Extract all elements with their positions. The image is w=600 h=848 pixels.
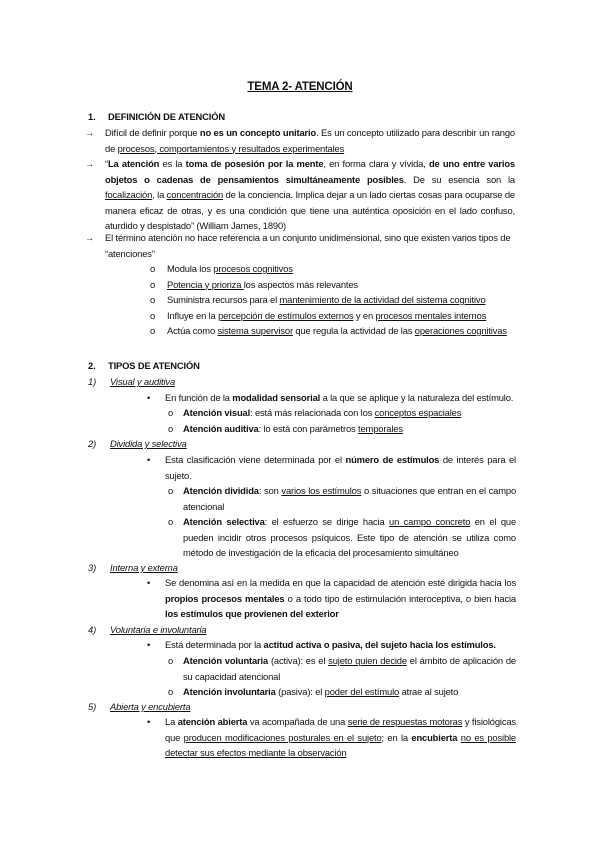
underlined-text: producen modificaciones posturales en el sujeto bbox=[183, 731, 382, 743]
text: el ámbito de aplicación de su capacidad atencional bbox=[183, 655, 516, 682]
sub-item bbox=[183, 405, 516, 421]
circle-bullet-icon: o bbox=[150, 325, 156, 336]
sub-item bbox=[183, 653, 516, 684]
circle-bullet-icon: o bbox=[150, 263, 156, 274]
text: (activa): es el bbox=[268, 655, 329, 666]
list-item bbox=[167, 277, 517, 293]
underlined-text: Potencia y prioriza bbox=[167, 278, 244, 290]
underlined-text: un campo concreto bbox=[389, 516, 471, 527]
document-title: TEMA 2- ATENCIÓN bbox=[247, 81, 353, 93]
bold-text: encubierta bbox=[411, 731, 458, 743]
circle-bullet-icon: o bbox=[150, 294, 156, 305]
underlined-text: sistema supervisor bbox=[217, 325, 293, 336]
list-item bbox=[167, 261, 517, 277]
text: Está determinada por la bbox=[165, 639, 264, 650]
text: ; en la bbox=[381, 731, 412, 743]
bold-text: los estímulos que provienen del exterior bbox=[165, 608, 339, 619]
text: Suministra recursos para el bbox=[167, 294, 280, 305]
type-number: 5) bbox=[88, 701, 97, 712]
paragraph bbox=[105, 125, 515, 156]
bullet-paragraph bbox=[165, 714, 516, 761]
type-number: 4) bbox=[88, 624, 97, 635]
list-item bbox=[167, 308, 517, 324]
dot-bullet-icon: • bbox=[147, 454, 151, 465]
bullet-paragraph bbox=[165, 575, 516, 622]
text: y fisiológicas que bbox=[165, 716, 516, 743]
underlined-text: mantenimiento de la actividad del sistema cognitivo bbox=[279, 294, 486, 305]
type-number: 2) bbox=[88, 438, 97, 449]
section-heading: DEFINICIÓN DE ATENCIÓN bbox=[108, 111, 226, 122]
underlined-text: serie de respuestas motoras bbox=[347, 716, 463, 727]
text: Se denomina así en la medida en que la capacidad de atención esté dirigida hacia los bbox=[165, 577, 516, 588]
underlined-text: percepción de estímulos externos bbox=[218, 309, 354, 321]
bold-text: Atención selectiva bbox=[183, 516, 265, 527]
type-heading: Voluntaria e involuntaria bbox=[110, 624, 207, 635]
bold-text: Atención auditiva bbox=[183, 423, 259, 434]
bold-text: propios procesos mentales bbox=[165, 592, 285, 604]
type-number: 3) bbox=[88, 562, 97, 573]
quote-paragraph bbox=[105, 156, 515, 234]
bold-text: actitud activa o pasiva, del sujeto hacia los estímulos. bbox=[263, 639, 496, 650]
bold-text: Atención dividida bbox=[183, 485, 259, 496]
underlined-text: poder del estímulo bbox=[324, 686, 400, 697]
bold-text: modalidad sensorial bbox=[232, 392, 321, 403]
type-heading: Abierta y encubierta bbox=[110, 701, 191, 712]
underlined-text: focalización bbox=[105, 189, 153, 200]
text: los aspectos más relevantes bbox=[243, 278, 358, 290]
sub-item bbox=[183, 514, 516, 561]
underlined-text: operaciones cognitivas bbox=[414, 325, 507, 336]
text: o a todo tipo de estimulación interoceptiva, o bien hacia bbox=[284, 592, 516, 604]
section-number: 2. bbox=[88, 360, 96, 371]
dot-bullet-icon: • bbox=[147, 716, 151, 727]
text: “ bbox=[105, 158, 108, 169]
sub-item bbox=[183, 421, 516, 437]
underlined-text: no es posible detectar sus efectos mediante la observación bbox=[165, 731, 516, 758]
list-item bbox=[167, 292, 517, 308]
text: El término atención no hace referencia a un conjunto unidimensional, sino que existen varios tipos de “atenciones” bbox=[105, 232, 511, 259]
circle-bullet-icon: o bbox=[168, 423, 174, 434]
text: , en forma clara y vívida, bbox=[323, 158, 429, 169]
text: Modula los bbox=[167, 263, 214, 274]
circle-bullet-icon: o bbox=[168, 655, 174, 666]
type-heading: Dividida y selectiva bbox=[110, 438, 187, 449]
section-number: 1. bbox=[88, 111, 96, 122]
text: de la conciencia. Implica dejar a un lado ciertas cosas para ocuparse de manera eficaz de otras, y es una condición que tiene una auténtica oposición en el lado confuso, aturdido y despistado” (William James, 1890) bbox=[105, 189, 515, 231]
bold-text: de uno entre varios objetos o cadenas de pensamientos simultáneamente posibles bbox=[105, 158, 515, 185]
bold-text: no es un concepto unitario bbox=[199, 127, 317, 138]
sub-item bbox=[183, 483, 516, 514]
arrow-icon: → bbox=[85, 127, 95, 138]
dot-bullet-icon: • bbox=[147, 392, 151, 403]
bold-text: toma de posesión por la mente bbox=[185, 158, 324, 169]
text: que regula la actividad de las bbox=[292, 325, 415, 336]
text: a la que se aplique y la naturaleza del estímulo. bbox=[320, 392, 514, 403]
text: atrae al sujeto bbox=[399, 686, 459, 697]
text: . Es un concepto utilizado para describir un rango de bbox=[105, 127, 515, 154]
underlined-text: procesos cognitivos bbox=[213, 263, 293, 274]
bold-text: atención abierta bbox=[177, 716, 248, 727]
text: : el esfuerzo se dirige hacia bbox=[264, 516, 390, 527]
text: va acompañada de una bbox=[247, 716, 348, 727]
text: o situaciones que entran en el campo atencional bbox=[183, 485, 517, 512]
text: en el que pueden incidir otros procesos psíquicos. Este tipo de atención se utiliza como método de investigación de la eficacia del procesamiento simultáneo bbox=[183, 516, 517, 558]
paragraph bbox=[105, 230, 515, 261]
text: : lo está con parámetros bbox=[258, 423, 359, 434]
underlined-text: sujeto quien decide bbox=[328, 655, 407, 666]
underlined-text: varios los estímulos bbox=[281, 485, 362, 496]
underlined-text: procesos, comportamientos y resultados experimentales bbox=[117, 142, 345, 154]
type-number: 1) bbox=[88, 376, 97, 387]
bullet-paragraph bbox=[165, 390, 516, 406]
text: y en bbox=[353, 309, 376, 321]
arrow-icon: → bbox=[85, 158, 95, 169]
circle-bullet-icon: o bbox=[150, 278, 156, 290]
type-heading: Interna y externa bbox=[110, 562, 178, 573]
circle-bullet-icon: o bbox=[168, 485, 174, 496]
underlined-text: temporales bbox=[358, 423, 403, 434]
bold-text: número de estímulos bbox=[345, 454, 440, 465]
text: , la bbox=[152, 189, 167, 200]
text: . De su esencia son la bbox=[403, 173, 515, 185]
text: : son bbox=[258, 485, 282, 496]
text: (pasiva): el bbox=[275, 686, 325, 697]
text: de interés para el sujeto. bbox=[165, 454, 516, 481]
arrow-icon: → bbox=[85, 232, 95, 243]
underlined-text: procesos mentales internos bbox=[375, 309, 487, 321]
underlined-text: concentración bbox=[166, 189, 224, 200]
circle-bullet-icon: o bbox=[168, 686, 174, 697]
sub-item bbox=[183, 684, 516, 700]
text: es la bbox=[159, 158, 186, 169]
text: Actúa como bbox=[167, 325, 218, 336]
text: Esta clasificación viene determinada por el bbox=[165, 454, 346, 465]
circle-bullet-icon: o bbox=[168, 516, 174, 527]
text: Difícil de definir porque bbox=[105, 127, 200, 138]
bold-text: Atención involuntaria bbox=[183, 686, 276, 697]
bold-text: Atención voluntaria bbox=[183, 655, 269, 666]
list-item bbox=[167, 323, 517, 339]
text: : está más relacionada con los bbox=[250, 407, 375, 418]
underlined-text: conceptos espaciales bbox=[374, 407, 462, 418]
bullet-paragraph bbox=[165, 637, 516, 653]
dot-bullet-icon: • bbox=[147, 639, 151, 650]
bold-text: Atención visual bbox=[183, 407, 251, 418]
type-heading: Visual y auditiva bbox=[110, 376, 176, 387]
circle-bullet-icon: o bbox=[150, 309, 156, 321]
text: Influye en la bbox=[167, 309, 219, 321]
section-heading: TIPOS DE ATENCIÓN bbox=[108, 360, 200, 371]
bullet-paragraph bbox=[165, 452, 516, 483]
text: La bbox=[165, 716, 178, 727]
dot-bullet-icon: • bbox=[147, 577, 151, 588]
bold-text: La atención bbox=[107, 158, 160, 169]
circle-bullet-icon: o bbox=[168, 407, 174, 418]
text: En función de la bbox=[165, 392, 233, 403]
